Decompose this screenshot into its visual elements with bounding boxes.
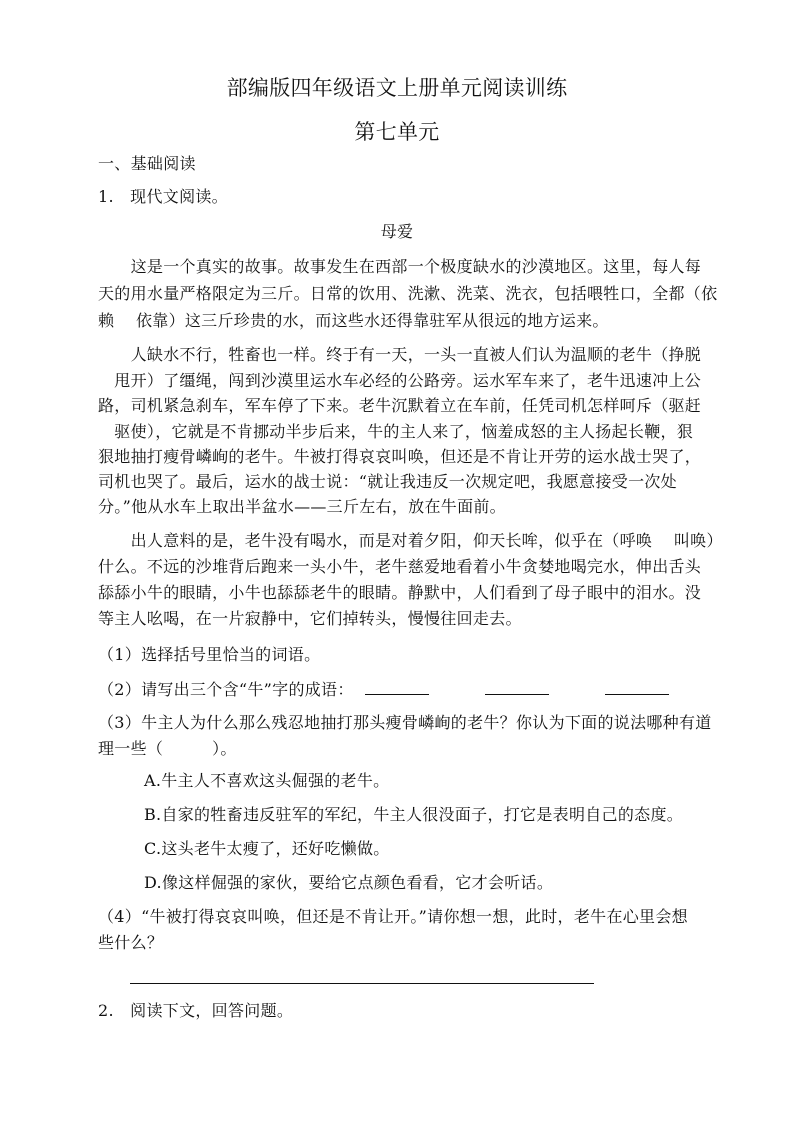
subquestion-4-line: 些什么？ [98, 933, 164, 952]
passage-line: 驱使），它就是不肯挪动半步后来，牛的主人来了，恼羞成怒的主人扬起长鞭，狠 [98, 422, 694, 441]
option-a: A.牛主人不喜欢这头倔强的老牛。 [144, 771, 390, 790]
passage-line: 甩开）了缰绳，闯到沙漠里运水车必经的公路旁。运水军车来了，老牛迅速冲上公 [98, 371, 702, 390]
answer-blank[interactable] [605, 680, 669, 695]
document-title: 部编版四年级语文上册单元阅读训练 [226, 76, 568, 100]
passage-line: 什么。不远的沙堆背后跑来一头小牛，老牛慈爱地看着小牛贪婪地喝完水，伸出舌头 [98, 557, 702, 576]
option-b: B.自家的牲畜违反驻军的军纪，牛主人很没面子，打它是表明自己的态度。 [144, 805, 684, 824]
subquestion-3-line: 理一些（ ）。 [98, 739, 237, 758]
answer-blank[interactable] [485, 680, 549, 695]
passage-line: 分。”他从水车上取出半盆水——三斤左右，放在牛面前。 [98, 497, 506, 516]
answer-blank[interactable] [365, 680, 429, 695]
option-d: D.像这样倔强的家伙，要给它点颜色看看，它才会听话。 [144, 873, 554, 892]
passage-line: 等主人吆喝，在一片寂静中，它们掉转头，慢慢往回走去。 [98, 609, 522, 628]
answer-line[interactable] [130, 983, 594, 984]
subquestion-2 [98, 678, 698, 702]
passage-line: 舔舔小牛的眼睛，小牛也舔舔老牛的眼睛。静默中，人们看到了母子眼中的泪水。没 [98, 583, 702, 602]
passage-line: 赖 依靠）这三斤珍贵的水，而这些水还得靠驻军从很远的地方运来。 [98, 311, 609, 330]
option-c: C.这头老牛太瘦了，还好吃懒做。 [144, 839, 390, 858]
subquestion-1: （1）选择括号里恰当的词语。 [98, 645, 321, 664]
passage-title: 母爱 [380, 222, 414, 241]
passage-line: 狠地抽打瘦骨嶙峋的老牛。牛被打得哀哀叫唤，但还是不肯让开劳的运水战士哭了， [98, 447, 702, 466]
subquestion-2-text: （2）请写出三个含“牛”字的成语： [98, 680, 354, 699]
section-heading: 一、基础阅读 [98, 154, 196, 173]
subquestion-3-line: （3）牛主人为什么那么残忍地抽打那头瘦骨嶙峋的老牛？你认为下面的说法哪种有道 [98, 713, 712, 732]
unit-subtitle: 第七单元 [354, 120, 440, 144]
passage-line: 这是一个真实的故事。故事发生在西部一个极度缺水的沙漠地区。这里，每人每 [98, 257, 702, 276]
question-2-label: 2. 阅读下文，回答问题。 [98, 1001, 294, 1020]
passage-line: 出人意料的是，老牛没有喝水，而是对着夕阳，仰天长哞，似乎在（呼唤 叫唤） [98, 531, 723, 550]
passage-line: 路，司机紧急刹车，军车停了下来。老牛沉默着立在车前，任凭司机怎样呵斥（驱赶 [98, 396, 702, 415]
passage-line: 人缺水不行，牲畜也一样。终于有一天，一头一直被人们认为温顺的老牛（挣脱 [98, 345, 702, 364]
question-1-label: 1. 现代文阅读。 [98, 187, 228, 206]
passage-line: 司机也哭了。最后，运水的战士说：“就让我违反一次规定吧，我愿意接受一次处 [98, 472, 677, 491]
subquestion-4-line: （4）“牛被打得哀哀叫唤，但还是不肯让开。”请你想一想，此时，老牛在心里会想 [98, 907, 688, 926]
passage-line: 天的用水量严格限定为三斤。日常的饮用、洗漱、洗菜、洗衣，包括喂牲口，全都（依 [98, 284, 718, 303]
